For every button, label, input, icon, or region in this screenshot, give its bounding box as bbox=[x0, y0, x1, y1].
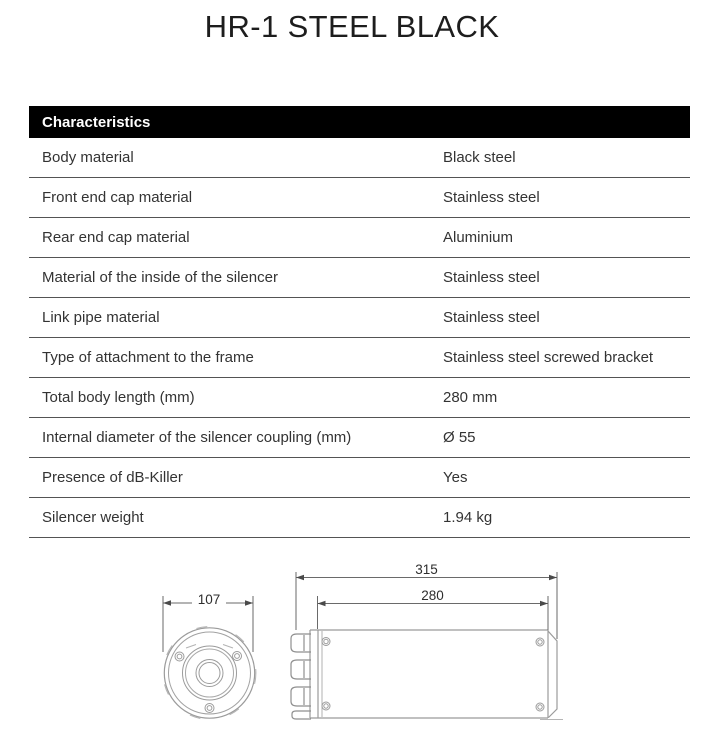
table-row bbox=[29, 458, 690, 498]
row-label: Internal diameter of the silencer coupling (mm) bbox=[42, 429, 352, 446]
page-title: HR-1 STEEL BLACK bbox=[204, 9, 500, 44]
row-label: Rear end cap material bbox=[42, 229, 190, 246]
table-row bbox=[29, 418, 690, 458]
table-row bbox=[29, 498, 690, 538]
side-view bbox=[291, 562, 563, 720]
row-value: Stainless steel bbox=[443, 189, 540, 206]
row-value: Stainless steel screwed bracket bbox=[443, 349, 654, 366]
table-row bbox=[29, 298, 690, 338]
table-header: Characteristics bbox=[29, 106, 690, 138]
row-value: Stainless steel bbox=[443, 269, 540, 286]
technical-drawing bbox=[140, 550, 580, 748]
row-label: Body material bbox=[42, 149, 134, 166]
row-value: 1.94 kg bbox=[443, 509, 493, 526]
table-row bbox=[29, 378, 690, 418]
dimension-label-total-length: 315 bbox=[415, 562, 438, 577]
table-row bbox=[29, 258, 690, 298]
technical-drawing-svg bbox=[140, 550, 580, 748]
row-value: Stainless steel bbox=[443, 309, 540, 326]
row-label: Silencer weight bbox=[42, 509, 144, 526]
row-value: 280 mm bbox=[443, 389, 498, 406]
side-view-rivets bbox=[322, 638, 544, 712]
front-view bbox=[163, 592, 256, 719]
row-label: Presence of dB-Killer bbox=[42, 469, 183, 486]
table-row bbox=[29, 138, 690, 178]
clamp-tabs bbox=[291, 634, 311, 719]
dimension-label-body-length: 280 bbox=[421, 588, 444, 603]
row-value: Black steel bbox=[443, 149, 516, 166]
row-label: Material of the inside of the silencer bbox=[42, 269, 278, 286]
dimension-label-front-diameter: 107 bbox=[197, 592, 221, 607]
row-label: Type of attachment to the frame bbox=[42, 349, 254, 366]
characteristics-table bbox=[29, 106, 690, 538]
table-row bbox=[29, 218, 690, 258]
row-value: Ø 55 bbox=[443, 429, 476, 446]
row-value: Aluminium bbox=[443, 229, 514, 246]
row-label: Total body length (mm) bbox=[42, 389, 195, 406]
row-label: Link pipe material bbox=[42, 309, 160, 326]
table-row bbox=[29, 178, 690, 218]
dimension-315 bbox=[296, 572, 557, 639]
row-label: Front end cap material bbox=[42, 189, 193, 206]
row-value: Yes bbox=[443, 469, 468, 486]
table-row bbox=[29, 338, 690, 378]
